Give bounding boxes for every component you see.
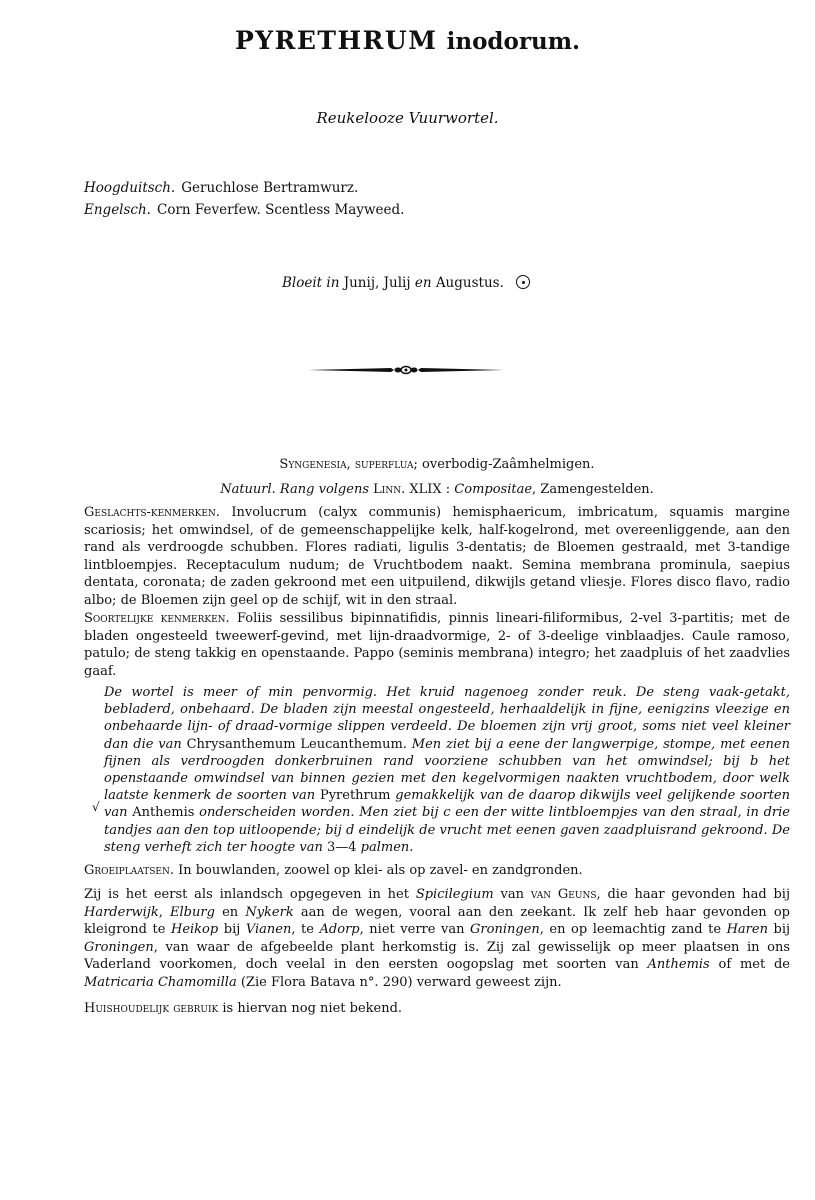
species-label: Soortelijke kenmerken. [84,611,230,626]
household-use [84,1000,790,1018]
habitat-text: In bouwlanden, zoowel op klei- als op zavel- en zandgronden. [178,863,583,878]
name-german: Hoogduitsch. Geruchlose Bertramwurz. [84,180,359,196]
vernacular-names [84,177,404,221]
margin-annotation: √ [92,800,100,814]
usage-text: is hiervan nog niet bekend. [222,1001,403,1016]
species-text: Foliis sessilibus bipinnatifidis, pinnis lineari-filiformibus, 2-vel 3-partitis; met de bladen ongesteeld tweewerf-gevind, met lijn-draadvormige, 2- of 3-deelige vinblaadjes. Caule ramoso, patulo; de steng takkig en openstaande. Pappo (seminis membrana) integro; het zaadpluis of het zaadvlies gaaf. [84,611,790,679]
title-species: inodorum. [446,28,581,55]
habitat-label: Groeiplaatsen. [84,863,174,878]
dutch-name: Reukelooze Vuurwortel. [316,109,499,127]
habitat [84,862,790,880]
history-paragraph: Zij is het eerst als inlandsch opgegeven in het Spicilegium van van Geuns, die haar gevonden had bij Harderwijk, Elburg en Nykerk aan de wegen, vooral aan den zeekant. Ik zelf heb haar gevonden op kleigrond te Heikop bij Vianen, te Adorp, niet verre van Groningen, en op leemachtig zand te Haren bij Groningen, van waar de afgebeelde plant herkomstig is. Zij zal gewisselijk op meer plaatsen in ons Vaderland voorkomen, doch veelal in den eersten oogopslag met soorten van Anthemis of met de Matricaria Chamomilla (Zie Flora Batava n°. 290) verward geweest zijn. [84,887,791,990]
annual-symbol-icon [516,275,530,289]
plant-description: De wortel is meer of min penvormig. Het kruid nagenoeg zonder reuk. De steng vaak-getakt, bebladerd, onbehaard. De bladen zijn meestal ongesteeld, herhaaldelijk in fijne, eenigzins vleezige en onbehaarde lijn- of draad-vormige slippen verdeeld. De bloemen zijn vrij groot, soms niet veel kleiner dan die van Chrysanthemum Leucanthemum. Men ziet bij a eene der langwerpige, stompe, met eenen fijnen als verdroogden donkerbruinen rand voorziene schubben van het omwindsel; bij b het openstaande omwindsel van binnen gezien met den kegelvormigen naakten vruchtbodem, door welk laatste kenmerk de soorten van Pyrethrum gemakkelijk van de daarop dikwijls veel gelijkende soorten van Anthemis onderscheiden worden. Men ziet bij c een der witte lintbloempjes van den straal, in drie tandjes aan den top uitloopende; bij d eindelijk de vrucht met eenen gaven zaadpluisrand gekroond. De steng verheft zich ter hoogte van 3—4 palmen. [104,685,790,855]
genus-characteristics [84,504,790,609]
title-genus: PYRETHRUM [234,26,438,55]
page-title [0,26,815,55]
genus-text: Involucrum (calyx communis) hemisphaericum, imbricatum, squamis margine scariosis; het omwindsel, of de gemeenschappelijke kelk, half-kogelrond, met overeenliggende, aan den rand als verdroogde schubben. Flores radiati, ligulis 3-dentatis; de Bloemen gestraald, met 3-tandige lintbloempjes. Receptaculum nudum; de Vruchtbodem naakt. Semina membrana prominula, saepius dentata, coronata; de zaden gekroond met een uitpuilend, dikwijls getand vliesje. Flores disco flavo, radio albo; de Bloemen zijn geel op de schijf, wit in den straal. [84,505,791,608]
ornament-divider-icon [306,362,506,376]
linnaean-class: Syngenesia, superflua; overbodig-Zaâmhelmigen. [279,457,595,472]
bloom-period: Bloeit in Junij, Julij en Augustus. [282,273,530,291]
usage-label: Huishoudelijk gebruik [84,1001,219,1016]
name-english: Engelsch. Corn Feverfew. Scentless Mayweed. [84,202,405,218]
species-characteristics [84,610,790,680]
genus-label: Geslachts-kenmerken. [84,505,220,520]
natural-order: Natuurl. Rang volgens Linn. XLIX : Compositae, Zamengestelden. [220,482,654,497]
